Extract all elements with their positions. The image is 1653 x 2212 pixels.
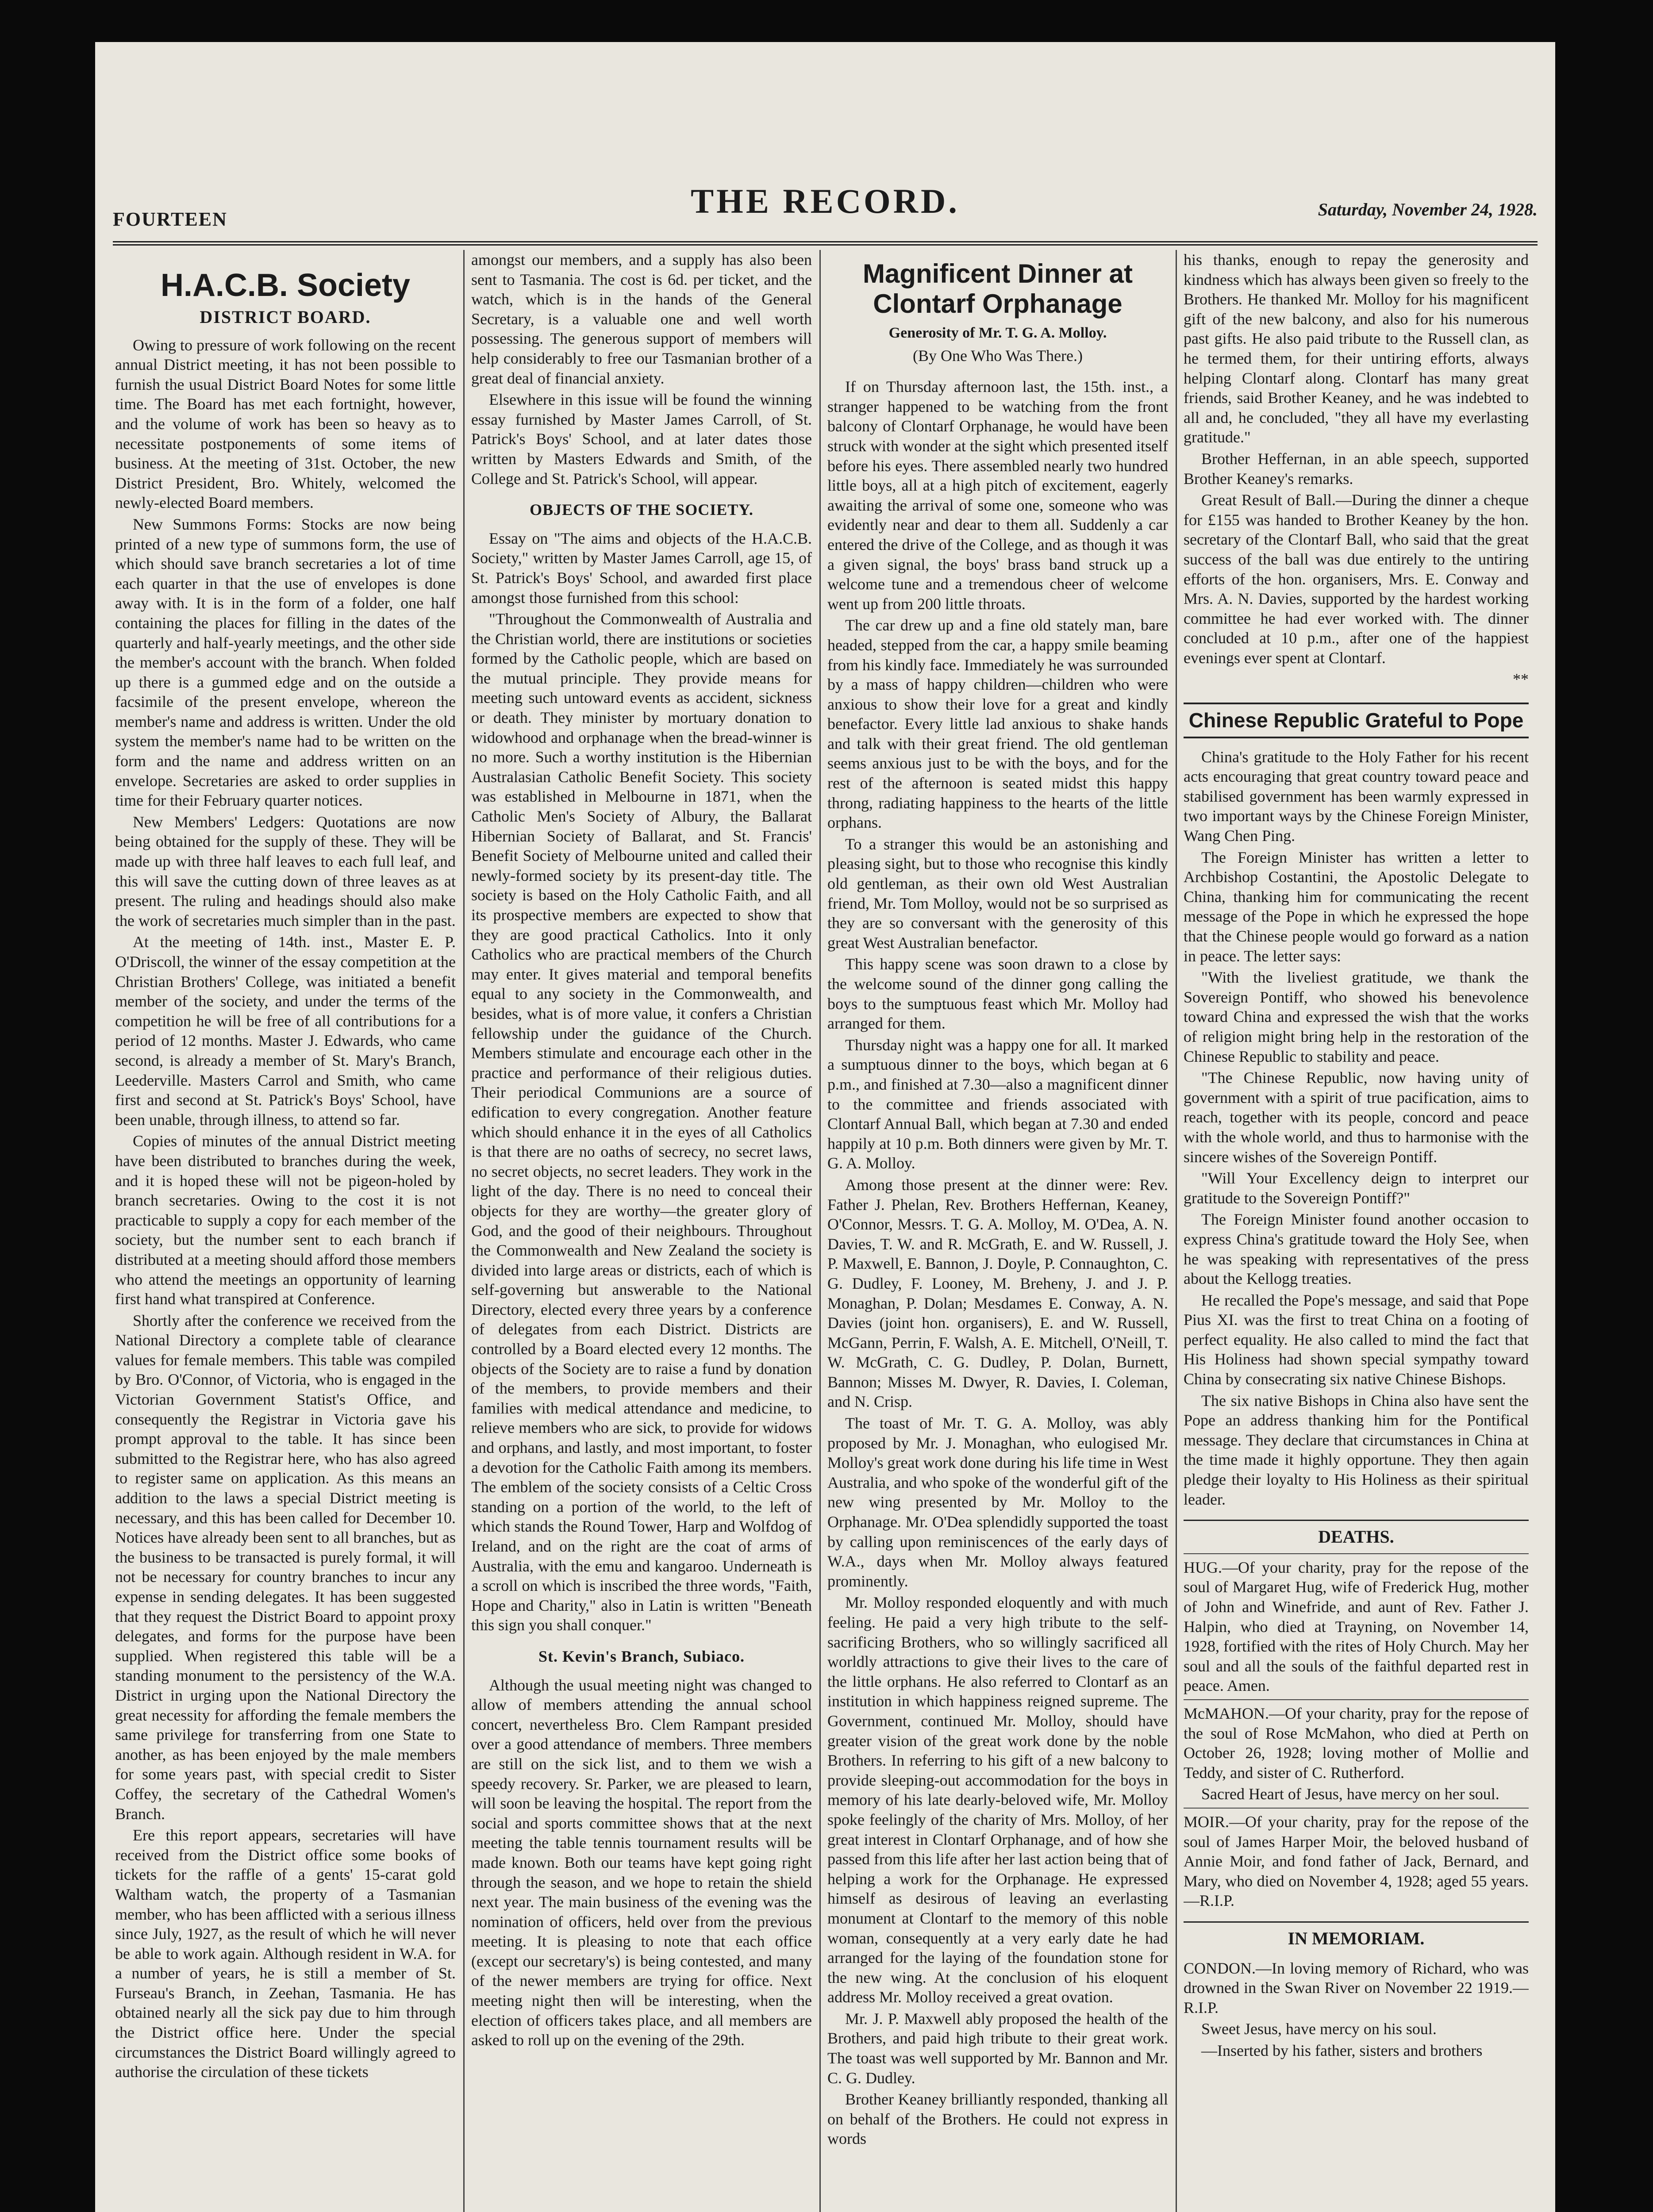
column-divider	[1176, 250, 1177, 2212]
column-divider	[819, 250, 821, 2212]
paragraph: Mr. J. P. Maxwell ably proposed the health of the Brothers, and paid high tribute to their great work. The toast was well supported by Mr. Bannon and Mr. C. G. Dudley.	[827, 2009, 1168, 2087]
paragraph: "The Chinese Republic, now having unity of government with a spirit of true pacification, aims to reach, together with its people, concord and peace with the whole world, and thus to harmonise with the sincere wishes of the Sovereign Pontiff.	[1184, 1069, 1529, 1166]
column-1	[115, 250, 456, 2212]
paragraph: "Throughout the Commonwealth of Australia and the Christian world, there are institutions or societies formed by the Catholic people, which are based on the mutual principle. They provide means for meeting such untoward events as accident, sickness or death. They minister by mortuary donation to widowhood and orphanage when the bread-winner is no more. Such a worthy institution is the Hibernian Australasian Catholic Benefit Society. This society was established in Melbourne in 1871, when the Catholic Men's Society of Albury, the Ballarat Hibernian Society of Ballarat, and St. Francis' Benefit Society of Melbourne united and called their newly-formed society by its present-day title. The society is based on the Holy Catholic Faith, and all its prospective members are expected to show that they are good practical Catholics. Into it only Catholics who are practical members of the Church may enter. It gives material and temporal benefits equal to any society in the Commonwealth, and besides, what is of more value, it confers a Christian fellowship under the guidance of the Church. Members stimulate and encourage each other in the practice and performance of their religious duties. Their periodical Communions are a source of edification to every congregation. Another feature which should enhance it in the eyes of all Catholics is that there are no oaths of secrecy, no secret laws, no secret objects, no secret leaders. They work in the light of the day. There is no need to conceal their objects for they are worthy—the greater glory of God, and the good of their neighbours. Throughout the Commonwealth and New Zealand the society is divided into large areas or districts, each of which is self-governing but answerable to the National Directory, elected every three years by a conference of delegates from each District. Districts are controlled by a Board elected every 12 months. The objects of the Society are to raise a fund by donation of the members, to provide members and their families with medical attendance and medicine, to relieve members who are sick, to provide for widows and orphans, and lastly, and most important, to foster a devotion for the Catholic Faith among its members. The emblem of the society consists of a Celtic Cross standing on a portion of the world, to the left of which stands the Round Tower, Harp and Wolfdog of Ireland, and on the right are the coat of arms of Australia, with the emu and kangaroo. Underneath is a scroll on which is inscribed the three words, "Faith, Hope and Charity," also in Latin is written "Beneath this sign you shall conquer."	[471, 610, 812, 1634]
notice-text: HUG.—Of your charity, pray for the repose of the soul of Margaret Hug, wife of Frederick Hug, mother of John and Winefride, and aunt of Rev. Father J. Halpin, who died at Trayning, on November 14, 1928, fortified with the rites of Holy Church. May her soul and all the souls of the faithful departed rest in peace. Amen.	[1184, 1558, 1529, 1695]
newspaper-page	[95, 42, 1555, 2212]
paragraph: amongst our members, and a supply has also been sent to Tasmania. The cost is 6d. per ticket, and the watch, which is in the hands of the General Secretary, is a valuable one and well worth possessing. The generous support of members will help considerably to free our Tasmanian brother of a great deal of financial anxiety.	[471, 251, 812, 387]
section-heading: St. Kevin's Branch, Subiaco.	[538, 1647, 745, 1665]
article-headline: Magnificent Dinner at Clontarf Orphanage	[862, 259, 1133, 319]
article-subhead: DISTRICT BOARD.	[200, 307, 371, 327]
section-heading: OBJECTS OF THE SOCIETY.	[530, 501, 753, 519]
paragraph: Copies of minutes of the annual District meeting have been distributed to branches during the week, and it is hoped these will not be pigeon-holed by branch secretaries. Owing to the cost it is not practicable to supply a copy for each member of the society, but the number sent to each branch if distributed at a meeting should afford those members who attend the meetings an opportunity of learning first hand what transpired at Conference.	[115, 1132, 456, 1308]
paragraph: Thursday night was a happy one for all. It marked a sumptuous dinner to the boys, which began at 6 p.m., and finished at 7.30—also a magnificent dinner to the committee and friends associated with Clontarf Annual Ball, which began at 7.30 and ended happily at 10 p.m. Both dinners were given by Mr. T. G. A. Molloy.	[827, 1036, 1168, 1172]
ornament: **	[1513, 670, 1529, 688]
paragraph: "Will Your Excellency deign to interpret our gratitude to the Sovereign Pontiff?"	[1184, 1169, 1529, 1207]
paragraph: his thanks, enough to repay the generosity and kindness which has always been given so freely to the Brothers. He thanked Mr. Molloy for his magnificent gift of the new balcony, and also for his numerous past gifts. He also paid tribute to the Russell clan, as he termed them, for their untiring efforts, always helping Clontarf along. Clontarf has many great friends, said Brother Keaney, and he was indebted to all and, he concluded, "they all have my everlasting gratitude."	[1184, 251, 1529, 446]
notice-text: MOIR.—Of your charity, pray for the repose of the soul of James Harper Moir, the beloved husband of Annie Moir, and fond father of Jack, Bernard, and Mary, who died on November 4, 1928; aged 55 years.—R.I.P.	[1184, 1813, 1529, 1910]
masthead-rule	[113, 241, 1538, 248]
paragraph: Great Result of Ball.—During the dinner a cheque for £155 was handed to Brother Keaney by the hon. secretary of the Clontarf Ball, who said that the great success of the ball was due entirely to the untiring efforts of the hon. organisers, Mrs. E. Conway and Mrs. A. N. Davies, supported by the hardest working committee he had ever worked with. The dinner concluded at 10 p.m., after one of the happiest evenings ever spent at Clontarf.	[1184, 491, 1529, 667]
paragraph: Ere this report appears, secretaries will have received from the District office some books of tickets for the raffle of a gents' 15-carat gold Waltham watch, the property of a Tasmanian member, who has been afflicted with a serious illness since July, 1927, as the result of which he will never be able to work again. Although resident in W.A. for a number of years, he is still a member of St. Furseau's Branch, in Zeehan, Tasmania. He has obtained nearly all the sick pay due to him through the District office here. Under the special circumstances the District Board willingly agreed to authorise the circulation of these tickets	[115, 1826, 456, 2081]
article-headline: H.A.C.B. Society	[160, 268, 411, 303]
paragraph: Brother Heffernan, in an able speech, supported Brother Keaney's remarks.	[1184, 449, 1529, 488]
article-byline: (By One Who Was There.)	[912, 346, 1083, 365]
column-4	[1184, 250, 1529, 2212]
paragraph: New Summons Forms: Stocks are now being printed of a new type of summons form, the use of which should save branch secretaries a lot of time each quarter in that the use of envelopes is done away with. It is in the form of a folder, one half containing the places for filling in the dates of the quarterly and half-yearly meetings, and the other side the member's account with the branch. When folded up there is a gummed edge and on the outside a facsimile of the present envelope, whereon the member's name and address is written. Under the old system the member's name had to be written on the form and the name and address written on an envelope. Secretaries are asked to order supplies in time for their February quarter notices.	[115, 515, 456, 810]
paragraph: If on Thursday afternoon last, the 15th. inst., a stranger happened to be watching from the front balcony of Clontarf Orphanage, he would have been struck with wonder at the sight which presented itself before his eyes. There assembled nearly two hundred little boys, all at a high pitch of excitement, eagerly awaiting the arrival of some one, someone who was evidently near and dear to them all. Suddenly a car entered the drive of the College, and as though it was a given signal, the boys' brass band struck up a welcome tune and a tremendous cheer of welcome went up from 200 little throats.	[827, 378, 1168, 613]
column-2	[471, 250, 812, 2212]
paragraph: He recalled the Pope's message, and said that Pope Pius XI. was the first to treat China on a footing of perfect equality. He also called to mind the fact that His Holiness had shown special sympathy toward China by consecrating six native Chinese Bishops.	[1184, 1291, 1529, 1388]
newspaper-title: THE RECORD.	[691, 182, 960, 220]
paragraph: The Foreign Minister has written a letter to Archbishop Costantini, the Apostolic Delegate to China, thanking him for communicating the recent message of the Pope in which he expressed the hope that the Chinese people would go forward as a nation in peace. The letter says:	[1184, 848, 1529, 965]
paragraph: "With the liveliest gratitude, we thank the Sovereign Pontiff, who showed his benevolence toward China and expressed the wish that the works of religion might bring help in the restoration of the Chinese Republic to stability and peace.	[1184, 968, 1529, 1065]
memoriam-heading: IN MEMORIAM.	[1184, 1921, 1529, 1949]
masthead	[113, 164, 1538, 239]
death-notice	[1184, 1699, 1529, 1804]
paragraph: This happy scene was soon drawn to a close by the welcome sound of the dinner gong calling the boys to the sumptuous feast which Mr. Molloy had arranged for them.	[827, 955, 1168, 1033]
paragraph: Shortly after the conference we received from the National Directory a complete table of clearance values for female members. This table was compiled by Bro. O'Connor, of Victoria, who is engaged in the Victorian Government Statist's Office, and consequently the Registrar in Victoria gave his prompt approval to the table. It has since been submitted to the Registrar here, who has also agreed to register same on application. As this means an addition to the laws a special District meeting is necessary, and this has been called for December 10. Notices have already been sent to all branches, but as the business to be transacted is purely formal, it will not be necessary for country branches to incur any expense in sending delegates. It has been suggested that they request the District Board to appoint proxy delegates, and forms for the purpose have been supplied. When registered this table will be a standing monument to the persistency of the W.A. District in urging upon the National Directory the great necessity for affording the female members the same privilege for transferring from one State to another, as has been enjoyed by the male members for some years past, with special credit to Sister Coffey, the secretary of the Cathedral Women's Branch.	[115, 1311, 456, 1823]
paragraph: Owing to pressure of work following on the recent annual District meeting, it has not been possible to furnish the usual District Board Notes for some little time. The Board has met each fortnight, however, and the volume of work has been so heavy as to necessitate postponements of some items of business. At the meeting of 31st. October, the new District President, Bro. Whitely, welcomed the newly-elected Board members.	[115, 336, 456, 512]
paragraph: Mr. Molloy responded eloquently and with much feeling. He paid a very high tribute to the self-sacrificing Brothers, who so willingly sacrificed all worldly attractions to give their lives to the care of the little orphans. He also referred to Clontarf as an institution in which happiness reigned supreme. The Government, continued Mr. Molloy, should have greater vision of the great work done by the noble Brothers. In referring to his gift of a new balcony to provide sleeping-out accommodation for the boys in memory of his late dearly-beloved wife, Mr. Molloy spoke feelingly of the charity of Mrs. Molloy, of her great interest in Clontarf Orphanage, and of how she passed from this life after her last action being that of helping a work for the Orphanage. He expressed himself as desirous of leaving an everlasting monument at Clontarf to the memory of this noble woman, consequently at a very early date he had arranged for the laying of the foundation stone for the new wing. At the conclusion of his eloquent address Mr. Molloy received a great ovation.	[827, 1594, 1168, 2006]
notice-text: Sacred Heart of Jesus, have mercy on her soul.	[1201, 1785, 1499, 1803]
paragraph: The toast of Mr. T. G. A. Molloy, was ably proposed by Mr. J. Monaghan, who eulogised Mr. Molloy's great work done during his life time in West Australia, and who spoke of the wonderful gift of the new wing presented by Mr. Molloy to the Orphanage. Mr. O'Dea splendidly supported the toast by calling upon reminiscences of the early days of W.A., days when Mr. Molloy always featured prominently.	[827, 1414, 1168, 1590]
memoriam-notice	[1184, 1955, 1529, 2061]
page-number: FOURTEEN	[113, 208, 227, 230]
paragraph: Elsewhere in this issue will be found the winning essay furnished by Master James Carroll, of St. Patrick's Boys' School, and at later dates those written by Masters Edwards and Smith, of the College and St. Patrick's School, will appear.	[471, 391, 812, 488]
issue-date: Saturday, November 24, 1928.	[1318, 200, 1538, 219]
notice-text: —Inserted by his father, sisters and brothers	[1201, 2041, 1483, 2059]
column-3	[827, 250, 1168, 2212]
paragraph: New Members' Ledgers: Quotations are now being obtained for the supply of these. They will be made up with three half leaves to each full leaf, and this will save the cutting down of three leaves as at present. The ruling and headings should also make the work of secretaries much simpler than in the past.	[115, 813, 456, 929]
notice-text: Sweet Jesus, have mercy on his soul.	[1201, 2020, 1437, 2038]
death-notice	[1184, 1553, 1529, 1696]
paragraph: Brother Keaney brilliantly responded, thanking all on behalf of the Brothers. He could not express in words	[827, 2090, 1168, 2148]
deaths-heading: DEATHS.	[1184, 1520, 1529, 1547]
paragraph: The six native Bishops in China also have sent the Pope an address thanking him for the Pontifical message. They declare that circumstances in China at the time made it highly opportune. They then again pledge their loyalty to His Holiness as their spiritual leader.	[1184, 1391, 1529, 1508]
column-divider	[463, 250, 465, 2212]
paragraph: The Foreign Minister found another occasion to express China's gratitude toward the Holy See, when he was speaking with representatives of the press about the Kellogg treaties.	[1184, 1210, 1529, 1288]
paragraph: Although the usual meeting night was changed to allow of members attending the annual school concert, nevertheless Bro. Clem Rampant presided over a good attendance of members. Three members are still on the sick list, and to them we wish a speedy recovery. Sr. Parker, we are pleased to learn, will soon be leaving the hospital. The report from the social and sports committee shows that at the next meeting the table tennis tournament results will be made known. Both our teams have kept going right through the season, and we hope to retain the shield next year. The main business of the evening was the nomination of officers, held over from the previous meeting. It is pleasing to note that each office (except our secretary's) is being contested, and many of the newer members are trying for office. Next meeting night then will be interesting, when the election of officers takes place, and all members are asked to roll up on the evening of the 29th.	[471, 1676, 812, 2049]
paragraph: At the meeting of 14th. inst., Master E. P. O'Driscoll, the winner of the essay competition at the Christian Brothers' College, was initiated a benefit member of the society, and under the terms of the competition he will be free of all contributions for a period of 12 months. Master J. Edwards, who came second, is already a member of St. Mary's Branch, Leederville. Masters Carrol and Smith, who came first and second at St. Patrick's Boys' School, have been unable, through illness, to attend so far.	[115, 933, 456, 1129]
paragraph: To a stranger this would be an astonishing and pleasing sight, but to those who recognise this kindly old gentleman, as their own old West Australian friend, Mr. Tom Molloy, would not be so surprised as they are so conversant with the generosity of this great West Australian benefactor.	[827, 835, 1168, 952]
paragraph: Among those present at the dinner were: Rev. Father J. Phelan, Rev. Brothers Heffernan, Keaney, O'Connor, Messrs. T. G. A. Molloy, M. O'Dea, A. N. Davies, T. W. and R. McGrath, E. and W. Russell, J. P. Maxwell, E. Bannon, J. Doyle, P. Connaughton, C. G. Dudley, F. Looney, M. Breheny, J. and J. P. Monaghan, P. Dolan; Mesdames E. Conway, A. N. Davies (joint hon. organisers), E. and W. Russell, McGann, Perrin, F. Walsh, A. E. Mitchell, O'Neill, T. W. McGrath, C. G. Dudley, P. Dolan, Burnett, Bannon; Misses M. Dwyer, R. Davies, I. Coleman, and N. Crisp.	[827, 1175, 1168, 1411]
article-subhead: Generosity of Mr. T. G. A. Molloy.	[888, 325, 1107, 341]
paragraph: China's gratitude to the Holy Father for his recent acts encouraging that great country toward peace and stabilised government has been warmly expressed in two important ways by the Chinese Foreign Minister, Wang Chen Ping.	[1184, 748, 1529, 845]
paragraph: Essay on "The aims and objects of the H.A.C.B. Society," written by Master James Carroll, age 15, of St. Patrick's Boys' School, and awarded first place amongst those furnished from this school:	[471, 529, 812, 607]
notice-text: CONDON.—In loving memory of Richard, who was drowned in the Swan River on November 22 1919.—R.I.P.	[1184, 1959, 1529, 2016]
death-notice	[1184, 1808, 1529, 1911]
article-headline: Chinese Republic Grateful to Pope	[1184, 703, 1529, 738]
notice-text: McMAHON.—Of your charity, pray for the repose of the soul of Rose McMahon, who died at Perth on October 26, 1928; loving mother of Mollie and Teddy, and sister of C. Rutherford.	[1184, 1704, 1529, 1782]
paragraph: The car drew up and a fine old stately man, bare headed, stepped from the car, a happy smile beaming from his kindly face. Immediately he was surrounded by a mass of happy children—children who were anxious to show their love for a great and kindly benefactor. Every little lad anxious to shake hands and talk with their great friend. The old gentleman seems anxious just to be with the boys, and for the rest of the afternoon is seated midst this happy throng, radiating happiness to the hearts of the little orphans.	[827, 616, 1168, 832]
